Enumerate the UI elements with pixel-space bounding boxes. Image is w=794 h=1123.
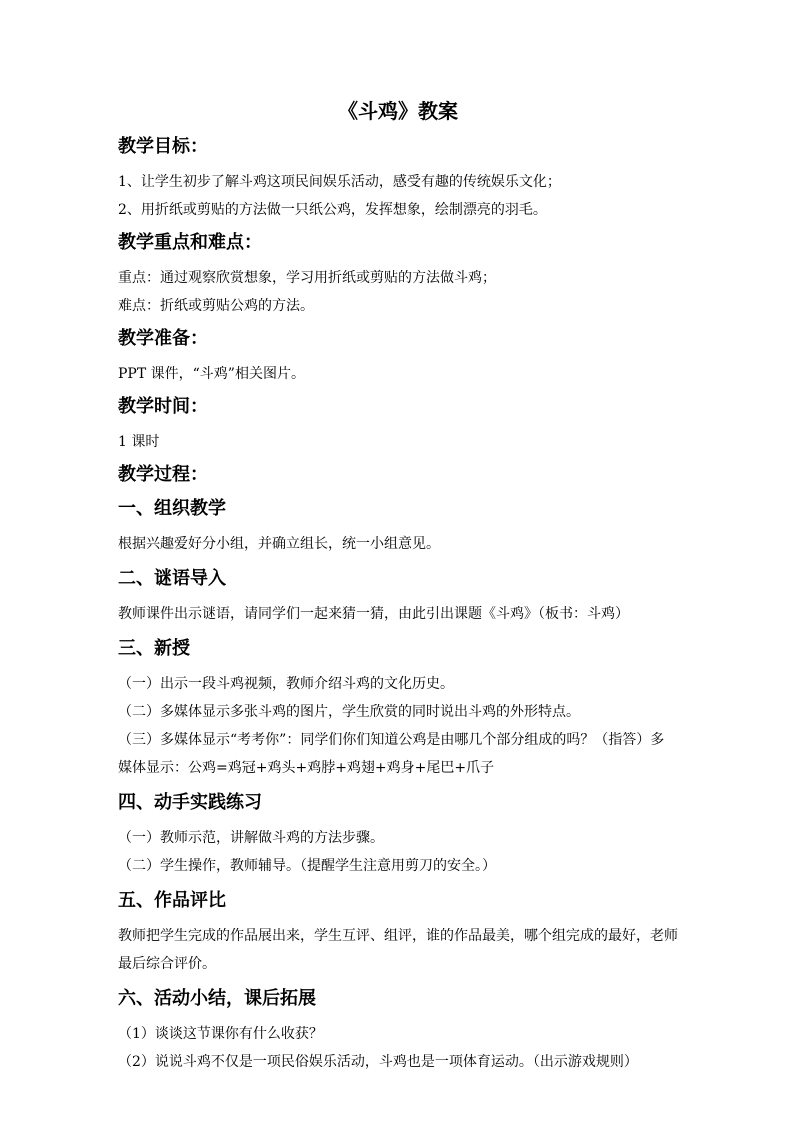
section-1-heading: 一、组织教学 — [118, 498, 226, 519]
process-heading: 教学过程： — [118, 464, 208, 485]
section-6-item-2: （2）说说斗鸡不仅是一项民俗娱乐活动，斗鸡也是一项体育运动。（出示游戏规则） — [118, 1054, 638, 1070]
section-5-item-1: 教师把学生完成的作品展出来，学生互评、组评，谁的作品最美，哪个组完成的最好，老师最后综合评价。 — [118, 928, 678, 972]
time-heading: 教学时间： — [118, 396, 208, 417]
key-point-item-1: 重点：通过观察欣赏想象，学习用折纸或剪贴的方法做斗鸡； — [118, 270, 496, 286]
document-page — [118, 96, 678, 1076]
goals-item-1: 1、让学生初步了解斗鸡这项民间娱乐活动，感受有趣的传统娱乐文化； — [118, 174, 561, 190]
goals-item-2: 2、用折纸或剪贴的方法做一只纸公鸡，发挥想象，绘制漂亮的羽毛。 — [118, 202, 547, 218]
section-3-heading: 三、新授 — [118, 638, 190, 659]
section-2-heading: 二、谜语导入 — [118, 568, 226, 589]
preparation-heading: 教学准备： — [118, 328, 208, 349]
section-2-item-1: 教师课件出示谜语，请同学们一起来猜一猜，由此引出课题《斗鸡》（板书：斗鸡） — [118, 606, 629, 622]
section-4-item-2: （二）学生操作，教师辅导。（提醒学生注意用剪刀的安全。） — [118, 858, 496, 874]
document-title: 《斗鸡》教案 — [338, 99, 458, 123]
section-1-item-1: 根据兴趣爱好分小组，并确立组长，统一小组意见。 — [118, 536, 440, 552]
section-3-item-1: （一）出示一段斗鸡视频，教师介绍斗鸡的文化历史。 — [118, 676, 454, 692]
section-4-heading: 四、动手实践练习 — [118, 792, 262, 813]
section-3-item-3: （三）多媒体显示“考考你”：同学们你们知道公鸡是由哪几个部分组成的吗？（指答）多媒体显示：公鸡=鸡冠+鸡头+鸡脖+鸡翅+鸡身+尾巴+爪子 — [118, 732, 665, 776]
key-point-item-2: 难点：折纸或剪贴公鸡的方法。 — [118, 298, 314, 314]
section-6-item-1: （1）谈谈这节课你有什么收获？ — [118, 1026, 323, 1042]
section-4-item-1: （一）教师示范，讲解做斗鸡的方法步骤。 — [118, 830, 384, 846]
section-5-heading: 五、作品评比 — [118, 890, 226, 911]
key-points-heading: 教学重点和难点： — [118, 232, 262, 253]
goals-heading: 教学目标： — [118, 136, 208, 157]
preparation-item-1: PPT 课件，“斗鸡”相关图片。 — [118, 366, 305, 382]
time-item-1: 1 课时 — [118, 434, 160, 450]
section-6-heading: 六、活动小结，课后拓展 — [118, 988, 316, 1009]
section-3-item-2: （二）多媒体显示多张斗鸡的图片，学生欣赏的同时说出斗鸡的外形特点。 — [118, 704, 580, 720]
